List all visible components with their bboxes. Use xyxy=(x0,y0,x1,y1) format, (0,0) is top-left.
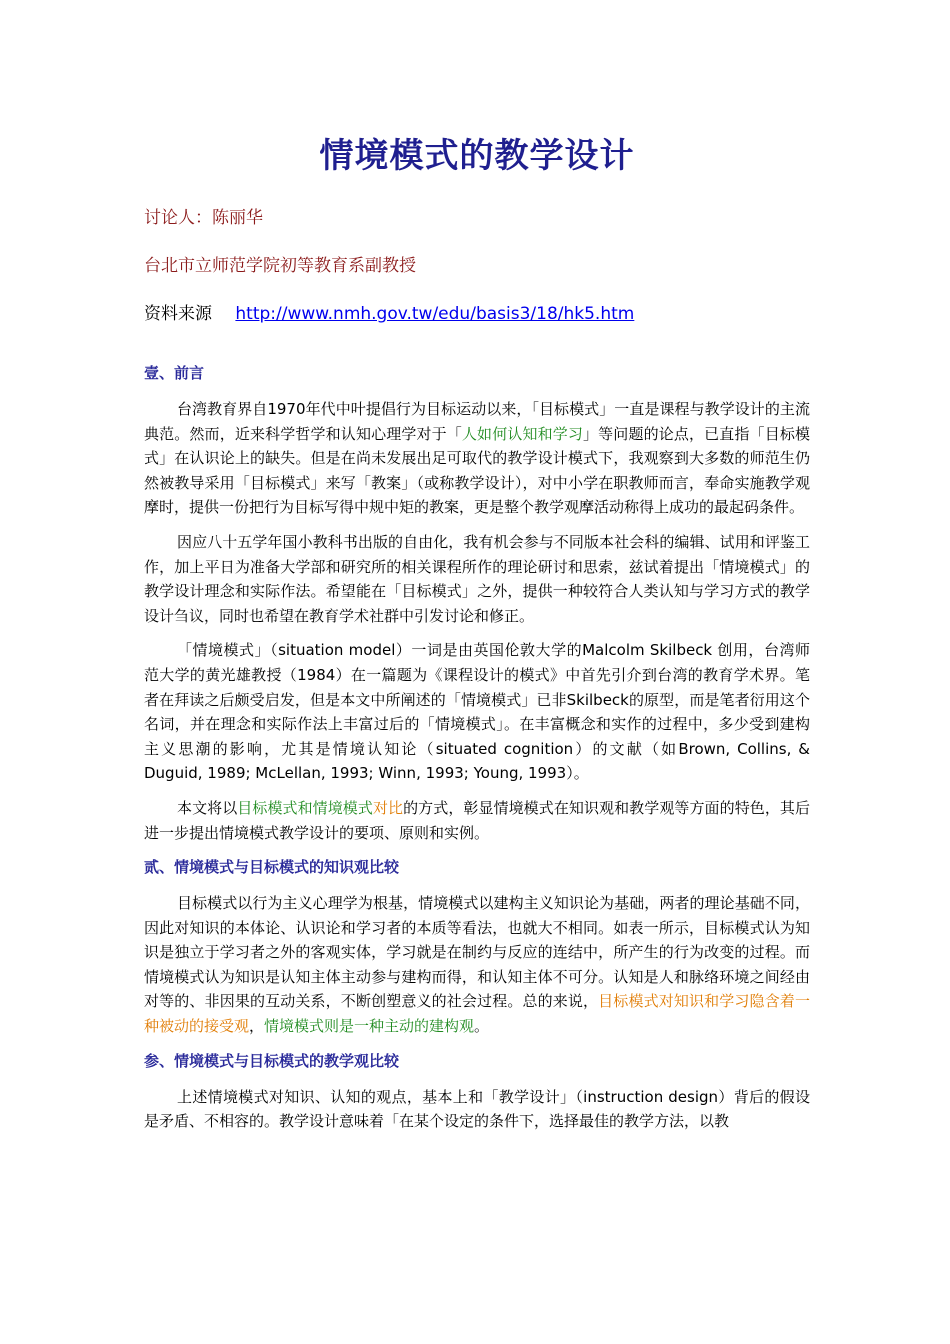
paragraph-3 xyxy=(144,638,810,786)
text-run: 台湾教育界自 xyxy=(177,400,268,418)
text-run: 1984 xyxy=(297,665,336,684)
highlight-text: 目标模式对知识和学习隐含着一种被动的接受观 xyxy=(144,992,810,1036)
text-run: 本文将以 xyxy=(177,798,238,817)
section-heading-preface: 壹、前言 xyxy=(144,364,205,382)
text-run: instruction design xyxy=(583,1087,719,1106)
paragraph-5 xyxy=(144,891,810,1039)
paragraph-6 xyxy=(144,1085,810,1134)
text-run: ， xyxy=(249,1017,265,1036)
author-line: 讨论人：陈丽华 xyxy=(144,208,263,228)
text-run: Malcolm Skilbeck xyxy=(582,641,713,660)
highlight-text: 人如何认知和学习 xyxy=(461,424,584,443)
text-run: Skilbeck xyxy=(566,690,629,709)
text-run: ）在一篇题为《课程设计的模式》中首先引介到台湾的教育学术界。笔者在拜读之后颇受启发，但是本文中所阐述的「情境模式」已非 xyxy=(144,665,810,709)
text-run: 的原型，而是笔者衍用这个名词，并在理念和实际作法上丰富过后的「情境模式」。在丰富概念和实作的过程中，多少受到建构主义思潮的影响，尤其是情境认知论（ xyxy=(144,690,810,758)
affiliation-line: 台北市立师范学院初等教育系副教授 xyxy=(144,256,416,276)
document-title: 情境模式的教学设计 xyxy=(319,136,635,176)
source-link[interactable]: http://www.nmh.gov.tw/edu/basis3/18/hk5.htm xyxy=(235,304,635,324)
paragraph-2: 因应八十五学年国小教科书出版的自由化，我有机会参与不同版本社会科的编辑、试用和评鉴工作，加上平日为准备大学部和研究所的相关课程所作的理论研讨和思索，兹试着提出「情境模式」的教学设计理念和实际作法。希望能在「目标模式」之外，提供一种较符合人类认知与学习方式的教学设计刍议，同时也希望在教育学术社群中引发讨论和修正。 xyxy=(144,532,810,625)
text-run: 「情境模式」（ xyxy=(177,641,279,660)
highlight-text: 对比 xyxy=(372,798,404,817)
text-run: ）。 xyxy=(566,764,589,783)
text-run: situated cognition xyxy=(435,739,574,758)
source-label: 资料来源 xyxy=(144,304,212,324)
text-run: Brown, Collins, & Duguid, 1989; McLellan, 1993; Winn, 1993; Young, 1993 xyxy=(144,739,810,783)
text-run: 」等问题的论点，已直指「目标模式」在认识论上的缺失。但是在尚未发展出足可取代的教学设计模式下，我观察到大多数的师范生仍然被教导采用「目标模式」来写「教案」（或称教学设计），对中小学在职教师而言，奉命实施教学观摩时，提供一份把行为目标写得中规中矩的教案，更是整个教学观摩活动称得上成功的最起码条件。 xyxy=(144,424,810,517)
highlight-text: 情境模式则是一种主动的建构观 xyxy=(264,1017,475,1036)
text-run: 创用，台湾师范大学的黄光雄教授（ xyxy=(144,641,810,684)
text-run: 目标模式以行为主义心理学为根基，情境模式以建构主义知识论为基础，两者的理论基础不同，因此对知识的本体论、认识论和学习者的本质等看法，也就大不相同。如表一所示，目标模式认为知识是独立于学习者之外的客观实体，学习就是在制约与反应的连结中，所产生的行为改变的过程。而情境模式认为知识是认知主体主动参与建构而得，和认知主体不可分。认知是人和脉络环境之间经由对等的、非因果的互动关系，不断创塑意义的社会过程。总的来说， xyxy=(144,894,810,1011)
text-run: ）的文献（如 xyxy=(573,739,679,758)
text-run: situation model xyxy=(278,641,396,660)
paragraph-1 xyxy=(144,397,810,520)
text-run: 上述情境模式对知识、认知的观点，基本上和「教学设计」（ xyxy=(177,1087,584,1106)
text-run: 1970 xyxy=(267,400,306,418)
text-run: 的方式，彰显情境模式在知识观和教学观等方面的特色，其后进一步提出情境模式教学设计的要项、原则和实例。 xyxy=(144,798,810,842)
paragraph-4 xyxy=(144,796,810,845)
text-run: ）背后的假设是矛盾、不相容的。教学设计意味着「在某个设定的条件下，选择最佳的教学方法，以教 xyxy=(144,1087,810,1131)
source-line xyxy=(144,301,810,327)
section-heading-knowledge: 贰、情境模式与目标模式的知识观比较 xyxy=(144,858,400,877)
text-run: ）一词是由英国伦敦大学的 xyxy=(395,641,583,660)
section-heading-teaching: 参、情境模式与目标模式的教学观比较 xyxy=(144,1051,400,1070)
text-run: 年代中叶提倡行为目标运动以来，「目标模式」一直是课程与教学设计的主流典范。然而，近来科学哲学和认知心理学对于「 xyxy=(144,400,810,443)
text-run: 。 xyxy=(474,1017,490,1036)
highlight-text: 目标模式和情境模式 xyxy=(237,798,373,817)
